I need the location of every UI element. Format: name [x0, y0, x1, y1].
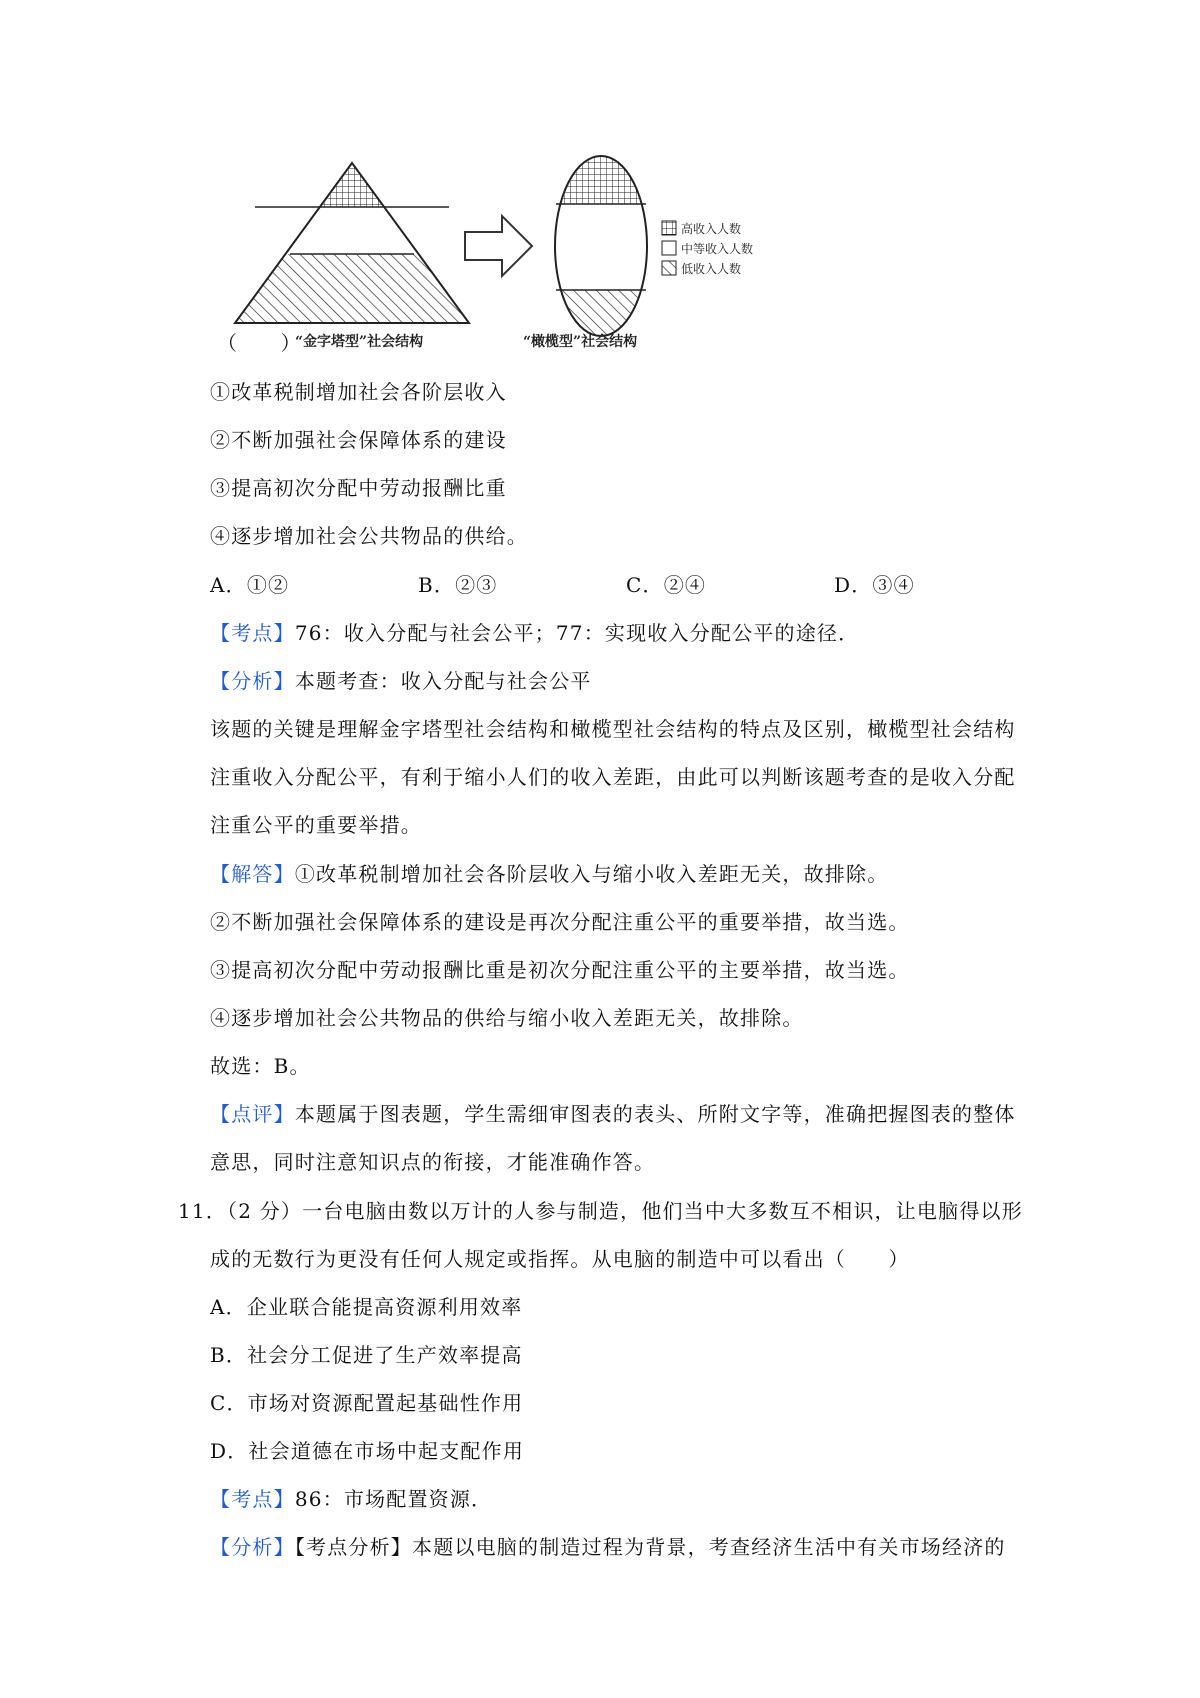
- q11-fenxi-label: 【分析】: [210, 1535, 295, 1559]
- q10-jieda-line-1: ②不断加强社会保障体系的建设是再次分配注重公平的重要举措，故当选。: [210, 910, 910, 934]
- q10-dianping-line-2: 意思，同时注意知识点的衔接，才能准确作答。: [210, 1150, 656, 1174]
- q11-option-d: D．社会道德在市场中起支配作用: [210, 1439, 525, 1463]
- dianping-text: 本题属于图表题，学生需细审图表的表头、所附文字等，准确把握图表的整体: [294, 1102, 1016, 1126]
- q11-kaodian-label: 【考点】: [210, 1487, 295, 1511]
- olive-caption: “橄榄型”社会结构: [523, 334, 638, 350]
- q10-option-d: D．③④: [834, 573, 915, 597]
- q10-fenxi-line-1: 该题的关键是理解金字塔型社会结构和橄榄型社会结构的特点及区别，橄榄型社会结构: [210, 717, 1016, 741]
- q10-item-3: ③提高初次分配中劳动报酬比重: [210, 476, 507, 500]
- arrow-right-icon: [465, 216, 532, 276]
- q11-option-a: A．企业联合能提高资源利用效率: [210, 1295, 523, 1319]
- q11-stem-line-1: 11．（2 分）一台电脑由数以万计的人参与制造，他们当中大多数互不相识，让电脑得以形: [178, 1199, 1023, 1223]
- q10-option-a: A．①②: [210, 573, 290, 597]
- q10-options: [0, 571, 1200, 599]
- figure-legend: [662, 221, 753, 276]
- legend-label-high: 高收入人数: [681, 222, 742, 236]
- q10-dianping: [210, 1100, 1016, 1128]
- q11-option-c: C．市场对资源配置起基础性作用: [210, 1391, 524, 1415]
- q11-fenxi-text: 【考点分析】本题以电脑的制造过程为背景，考查经济生活中有关市场经济的: [294, 1535, 1006, 1559]
- legend-label-low: 低收入人数: [681, 262, 742, 276]
- q10-jieda: [210, 860, 888, 888]
- kaodian-text: 76：收入分配与社会公平；77：实现收入分配公平的途径．: [294, 621, 860, 645]
- q10-item-2: ②不断加强社会保障体系的建设: [210, 428, 507, 452]
- q10-jieda-line-3: ④逐步增加社会公共物品的供给与缩小收入差距无关，故排除。: [210, 1006, 804, 1030]
- dianping-label: 【点评】: [210, 1102, 295, 1126]
- fenxi-label: 【分析】: [210, 669, 295, 693]
- q11-option-b: B．社会分工促进了生产效率提高: [210, 1343, 523, 1367]
- jieda-text: ①改革税制增加社会各阶层收入与缩小收入差距无关，故排除。: [294, 862, 889, 886]
- q10-kaodian: [210, 619, 859, 647]
- fenxi-text: 本题考查：收入分配与社会公平: [294, 669, 592, 693]
- q10-option-c: C．②④: [626, 573, 707, 597]
- kaodian-label: 【考点】: [210, 621, 295, 645]
- q10-answer: 故选：B。: [210, 1054, 311, 1078]
- q11-kaodian: [210, 1485, 492, 1513]
- q10-fenxi-line-3: 注重公平的重要举措。: [210, 813, 422, 837]
- pyramid-caption: “金字塔型”社会结构: [295, 334, 424, 350]
- pyramid-diagram: [230, 160, 475, 326]
- q10-fenxi: [210, 667, 592, 695]
- legend-label-middle: 中等收入人数: [681, 242, 754, 256]
- q10-option-b: B．②③: [418, 573, 498, 597]
- q10-fenxi-line-2: 注重收入分配公平，有利于缩小人们的收入差距，由此可以判断该题考查的是收入分配: [210, 765, 1016, 789]
- q10-item-4: ④逐步增加社会公共物品的供给。: [210, 524, 528, 548]
- olive-diagram: [550, 152, 654, 340]
- jieda-label: 【解答】: [210, 862, 295, 886]
- q11-fenxi: [210, 1533, 1006, 1561]
- q10-paren: （ ）: [217, 331, 302, 355]
- q10-item-1: ①改革税制增加社会各阶层收入: [210, 380, 507, 404]
- q11-kaodian-text: 86：市场配置资源．: [294, 1487, 493, 1511]
- q10-jieda-line-2: ③提高初次分配中劳动报酬比重是初次分配注重公平的主要举措，故当选。: [210, 958, 910, 982]
- social-structure-figure: [0, 0, 1200, 360]
- q11-stem-line-2: 成的无数行为更没有任何人规定或指挥。从电脑的制造中可以看出（ ）: [210, 1247, 910, 1271]
